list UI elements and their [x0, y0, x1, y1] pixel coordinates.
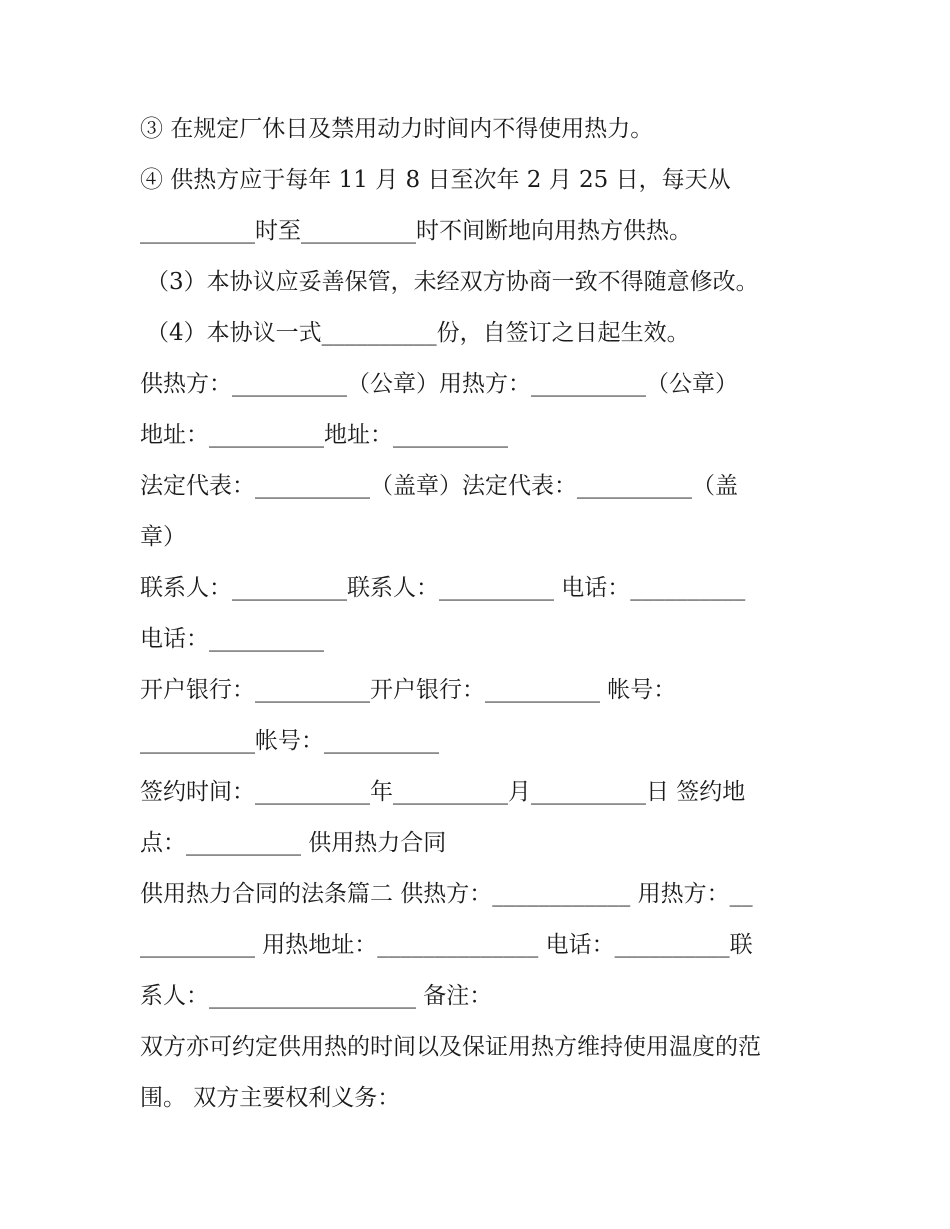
- text-line-17: __________ 用热地址：______________ 电话：__________联: [140, 932, 753, 958]
- text-line-09: 章）: [140, 524, 186, 550]
- text-line-08: 法定代表：__________（盖章）法定代表：__________（盖: [140, 473, 738, 499]
- text-line-04: （3）本协议应妥善保管，未经双方协商一致不得随意修改。: [146, 269, 759, 295]
- text-line-06: 供热方：__________（公章）用热方：__________（公章）: [140, 371, 738, 397]
- text-line-11: 电话：__________: [140, 626, 324, 652]
- text-line-10: 联系人：__________联系人：__________ 电话：__________: [140, 575, 746, 601]
- text-line-05: （4）本协议一式__________份，自签订之日起生效。: [146, 320, 690, 346]
- text-line-18: 系人：__________________ 备注：: [140, 983, 493, 1009]
- text-line-20: 围。 双方主要权利义务：: [140, 1085, 401, 1111]
- text-line-19: 双方亦可约定供用热的时间以及保证用热方维持使用温度的范: [140, 1034, 761, 1060]
- text-line-12: 开户银行：__________开户银行：__________ 帐号：: [140, 677, 677, 703]
- text-line-13: __________帐号：__________: [140, 728, 439, 754]
- text-line-03: __________时至__________时不间断地向用热方供热。: [140, 218, 692, 244]
- text-line-01: ③ 在规定厂休日及禁用动力时间内不得使用热力。: [140, 116, 654, 142]
- text-line-15: 点：__________ 供用热力合同: [140, 830, 447, 856]
- text-line-07: 地址：__________地址：__________: [140, 422, 508, 448]
- text-line-02: ④ 供热方应于每年 11 月 8 日至次年 2 月 25 日，每天从: [140, 167, 731, 193]
- text-line-14: 签约时间：__________年__________月__________日 签约地: [140, 779, 746, 805]
- text-line-16: 供用热力合同的法条篇二 供热方：____________ 用热方：__: [140, 881, 753, 907]
- document-body: [140, 104, 820, 1124]
